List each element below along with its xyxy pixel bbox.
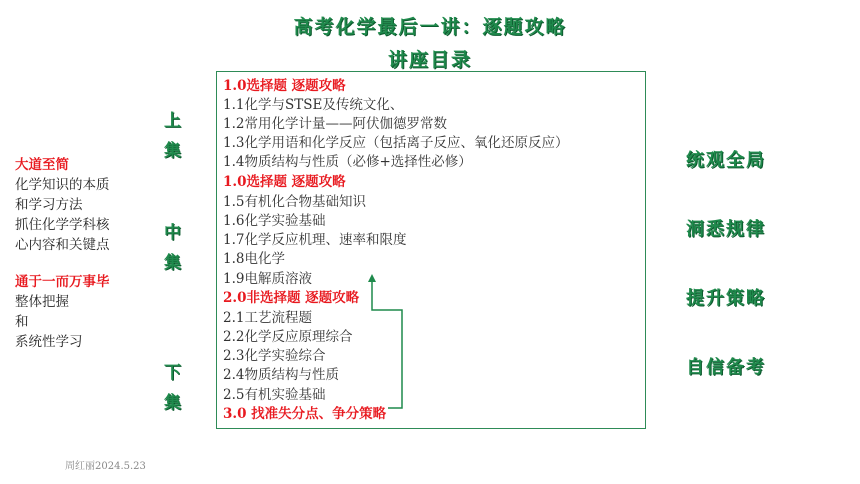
toc-item: 2.0非选择题 逐题攻略 [223,290,360,306]
volume-lower-char1: 下 [164,363,181,383]
toc-item: 2.4物质结构与性质 [223,367,339,383]
note-line: 系统性学习 [15,334,83,350]
note-line: 和学习方法 [15,197,83,213]
toc-item: 1.4物质结构与性质（必修+选择性必修） [223,154,472,170]
toc-item: 3.0 找准失分点、争分策略 [223,406,387,422]
toc-item: 1.0选择题 逐题攻略 [223,174,346,190]
slogan: 自信备考 [686,357,766,378]
volume-middle-char2: 集 [164,253,181,273]
toc-item: 1.3化学用语和化学反应（包括离子反应、氧化还原反应） [223,135,569,151]
toc-item: 1.8电化学 [223,251,285,267]
note-heading-1: 大道至简 [15,157,69,173]
slogan: 统观全局 [686,150,766,171]
volume-middle-char1: 中 [164,223,181,243]
note-line: 和 [15,314,29,330]
toc-item: 2.5有机实验基础 [223,387,326,403]
toc-item: 1.9电解质溶液 [223,271,312,287]
note-line: 化学知识的本质 [15,177,110,193]
note-line: 整体把握 [15,294,69,310]
page-subtitle: 讲座目录 [387,49,472,71]
toc-item: 1.7化学反应机理、速率和限度 [223,232,407,248]
toc-item: 1.6化学实验基础 [223,213,326,229]
slogan: 提升策略 [686,288,766,309]
toc-item: 2.1工艺流程题 [223,310,312,326]
toc-item: 1.2常用化学计量——阿伏伽德罗常数 [223,116,447,132]
note-heading-2: 通于一而万事毕 [15,274,110,290]
note-line: 抓住化学学科核 [15,217,110,233]
toc-item: 2.2化学反应原理综合 [223,329,353,345]
volume-upper-char1: 上 [164,111,181,131]
footer-author-date: 周红丽2024.5.23 [65,461,146,472]
toc-item: 1.1化学与STSE及传统文化、 [223,97,404,113]
toc-item: 1.0选择题 逐题攻略 [223,78,346,94]
connector-arrow-icon [360,270,410,412]
toc-item: 2.3化学实验综合 [223,348,326,364]
page-title: 高考化学最后一讲：逐题攻略 [293,16,567,38]
slogan: 洞悉规律 [686,219,766,240]
note-line: 心内容和关键点 [15,237,110,253]
volume-lower-char2: 集 [164,393,181,413]
volume-upper-char2: 集 [164,141,181,161]
toc-item: 1.5有机化合物基础知识 [223,194,366,210]
